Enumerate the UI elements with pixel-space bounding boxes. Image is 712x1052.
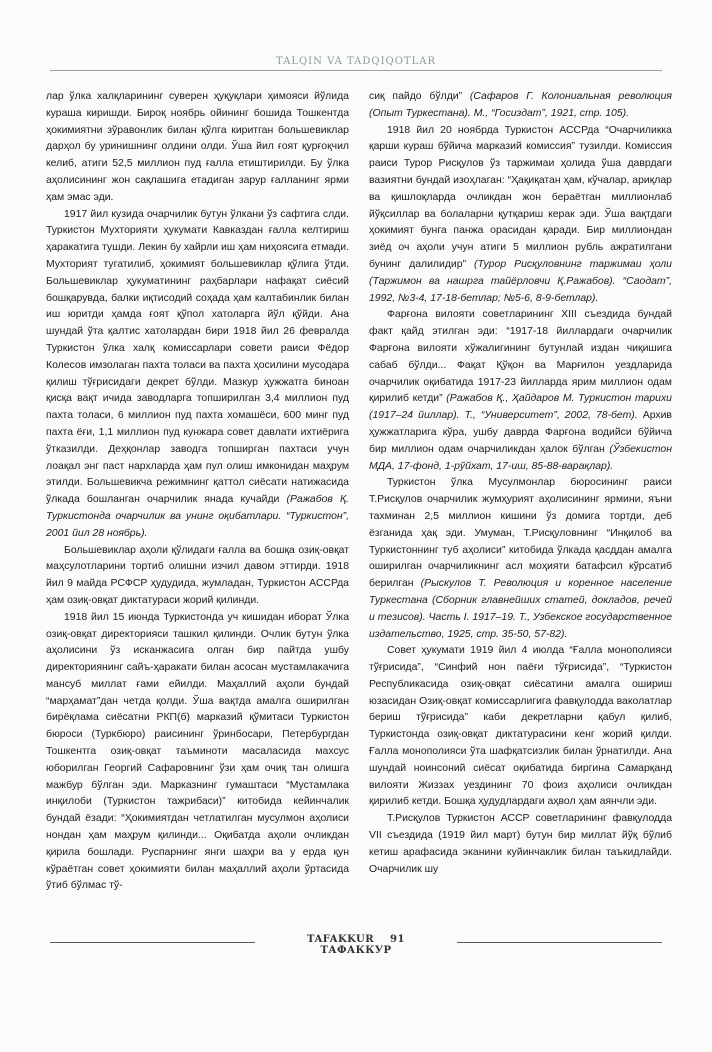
paragraph: Туркистон ўлка Мусулмонлар бюросининг раиси Т.Рисқулов очарчилик жумҳурият аҳолисининг ярмини, яъни тахминан 2,5 миллион кишини ўз домига тортди, деб ёзганида ҳақ эди. Умуман, Т.Рисқуловнинг “Инқилоб ва Туркистоннинг туб аҳолиси” китобида ўлкада қасддан амалга оширилган очарчиликнинг асл моҳияти батафсил кўрсатиб берилган (Рыскулов Т. Революция и коренное население Туркестана (Сборник главнейших статей, докладов, речей и тезисов). Часть I. 1917–19. Т., Узбекское государственное издательство, 1925, стр. 35-50, 57-82). xyxy=(369,477,672,640)
paragraph: Большевиклар аҳоли қўлидаги ғалла ва бошқа озиқ-овқат маҳсулотларини тортиб олишни изчил давом эттирди. 1918 йил 9 майда РСФСР ҳудудида, жумладан, Туркистон АССРда ҳам озиқ-овқат диктатураси жорий қилинди. xyxy=(46,544,349,606)
paragraph: Фарғона вилояти советларининг XIII съездида бундай факт қайд этилган эди: “1917-18 йиллардаги очарчилик Фарғона вилояти хўжалигининг бутунлай издан чиқишига сабаб бўлди... Фақат Қўқон ва Марғилон уездларида очарчилик оқибатида 1917-23 йилларда ярим миллион одам қирилиб кетди” (Ражабов Қ., Ҳайдаров М. Туркистон тарихи (1917–24 йиллар). Т., “Университет”, 2002, 78-бет). Архив ҳужжатларига кўра, ушбу даврда Фарғона водийси бўйича бир миллион одам очарчиликдан ҳалок бўлган (Ўзбекистон МДА, 17-фонд, 1-рўйхат, 17-иш, 85-88-варақлар). xyxy=(369,309,672,472)
footer-rule-left xyxy=(50,942,255,943)
header-rule xyxy=(50,70,662,71)
citation: (Ражабов Қ., Ҳайдаров М. Туркистон тарихи (1917–24 йиллар). Т., “Университет”, 2002, 78-бет). xyxy=(369,393,672,422)
paragraph: 1917 йил кузида очарчилик бутун ўлкани ўз сафтига слди. Туркистон Мухторияти ҳукумати Кавказдан ғалла келтириш ҳаракатига тушди. Лекин бу хайрли иш ҳам ниҳоясига етмади. Мухторият тугатилиб, ҳокимият большевиклар қўлига ўтди. Большевиклар ҳукуматининг раҳбарлари нафақат сиёсий бошқарувда, балки иқтисодий соҳада ҳам калтабинлик билан иш юритди ҳамда ғоят қўпол хатоларга йўл қўйди. Ана шундай ўта қалтис хатолардан бири 1918 йил 26 февралда Туркистон ўлка халқ комиссарлари совети раиси Фёдор Колесов имзолаган пахта толаси ва пахта ҳосилини мусодара қилиш тўғрисидаги декрет бўлди. Мазкур ҳужжатга биноан қисқа вақт ичида заводларга топширилган 3,4 миллион пуд пахта толаси, 6 миллион пуд пахта хомашёси, 600 минг пуд пахта ёғи, 1,1 миллион пуд кунжара совет давлати ихтиёрига ўтказилди. Деҳқонлар заводга топширган пахтаси учун лоақал энг паст нархларда ҳам пул олиш имконидан маҳрум этилди. Большевикча режимнинг қаттол сиёсати натижасида ўлкада бошланган очарчилик янада кучайди (Ражабов Қ. Туркистонда очарчилик ва унинг оқибатлари. “Туркистон”, 2001 йил 28 ноябрь). xyxy=(46,208,349,539)
article-body xyxy=(46,89,672,919)
citation: (Сафаров Г. Колониальная революция (Опыт Туркестана). М., “Госиздат”, 1921, стр. 105). xyxy=(369,91,672,119)
footer-journal-latin: TAFAKKUR xyxy=(307,934,375,945)
citation: (Турор Рисқуловнинг таржимаи ҳоли (Таржимон ва нашрга тайёрловчи Қ.Ражабов). “Саодат”, 1992, №3-4, 17-18-бетлар; №5-6, 8-9-бетлар). xyxy=(369,258,672,304)
footer-rule-right xyxy=(457,942,662,943)
paragraph: сиқ пайдо бўлди” (Сафаров Г. Колониальная революция (Опыт Туркестана). М., “Госиздат”, 1921, стр. 105). xyxy=(369,91,672,119)
paragraph: 1918 йил 20 ноябрда Туркистон АССРда “Очарчиликка қарши кураш бўйича марказий комиссия” тузилди. Комиссия раиси Турор Рисқулов ўз таржимаи ҳолида ўша даврдаги вазиятни бундай изоҳлаган: “Ҳақиқатан ҳам, кўчалар, ариқлар ва қишлоқларда очликдан жон бераётган миллионлаб йўқсиллар ва болаларни қутқариш керак эди. Ўша вақтдаги ҳокимият бунга панжа орасидан қаради. Бир миллиондан зиёд оч аҳоли учун атиги 5 миллион рубль ажратилгани бунинг далилидир” (Турор Рисқуловнинг таржимаи ҳоли (Таржимон ва нашрга тайёрловчи Қ.Ражабов). “Саодат”, 1992, №3-4, 17-18-бетлар; №5-6, 8-9-бетлар). xyxy=(369,124,672,304)
footer-journal-cyrillic: ТАФАККУР xyxy=(320,945,392,956)
paragraph: Т.Рисқулов Туркистон АССР советларининг фавқулодда VII съездида (1919 йил март) бутун бир миллат йўқ бўлиб кетиш арафасида эканини куйинчаклик билан таъкидлайди. Очарчилик шу xyxy=(369,813,672,875)
left-column xyxy=(46,89,349,919)
footer-text xyxy=(262,934,450,956)
paragraph: 1918 йил 15 июнда Туркистонда уч кишидан иборат Ўлка озиқ-овқат директорияси ташкил қилинди. Очлик бутун ўлка аҳолисини ўз исканжасига олган бир пайтда ушбу директориянинг сайъ-ҳаракати билан асосан мустамлакачига мансуб миллат ғами ейилди. Маҳаллий аҳоли бундай “марҳамат”дан четда қолди. Ўша вақтда амалга оширилган бирёқлама сиёсатни РКП(б) марказий қўмитаси Туркистон бюроси (Туркбюро) раисининг ўринбосари, Петербургдан Тошкентга озиқ-овқат таъминоти масаласида махсус юборилган Георгий Сафаровнинг ўзи ҳам очиқ тан олишга мажбур бўлган эди. Марказнинг гумаштаси “Мустамлака инқилоби (Туркистон тажрибаси)” китобида кейинчалик бундай ёзади: “Ҳокимиятдан четлатилган мусулмон аҳолиси нондан ҳам маҳрум қилинди... Оқибатда аҳоли очликдан қирила бошлади. Руспарнинг янги шаҳри ва у ерда қун кўраётган совет ҳокимияти билан маҳаллий аҳоли ўртасида ўтиб бўлмас тў- xyxy=(46,611,349,892)
right-column xyxy=(369,89,672,919)
running-footer xyxy=(50,934,662,956)
paragraph: лар ўлка халқларининг суверен ҳуқуқлари ҳимояси йўлида кураша киришди. Бироқ ноябрь ойининг бошида Тошкентда ҳокимиятни зўравонлик билан қўлга киритган большевиклар дарҳол бу уринишнинг олдини олди. Ўша йил ғоят қурғоқчил келиб, атиги 52,5 миллион пуд ғалла етиштирилди. Бу ўлка аҳолисининг жон сақлашига етадиган зарур ғалланинг ярми ҳам эмас эди. xyxy=(46,91,349,203)
citation: (Ўзбекистон МДА, 17-фонд, 1-рўйхат, 17-иш, 85-88-варақлар). xyxy=(369,443,672,472)
citation: (Ражабов Қ. Туркистонда очарчилик ва унинг оқибатлари. “Туркистон”, 2001 йил 28 ноябрь). xyxy=(46,494,349,539)
paragraph: Совет ҳукумати 1919 йил 4 июлда “Ғалла монополияси тўғрисида”, “Синфий нон паёғи тўғрисида”, “Туркистон Республикасида озиқ-овқат сиёсатини амалга ошириш юзасидан Озиқ-овқат комиссарлигига фавқулодда ваколатлар бериш тўғрисида” каби декретларни қабул қилиб, Туркистонда озиқ-овқат диктатурасини кенг жорий қилди. Ғалла монополияси ўта шафқатсизлик билан ўрнатилди. Ана шундай ноинсоний сиёсат оқибатида биргина Самарқанд вилояти Жиззах уездининг 70 фоиз аҳолиси очликдан қирилиб кетди. Бошқа ҳудудлардаги аҳвол ҳам аянчли эди. xyxy=(369,645,672,808)
running-header xyxy=(50,52,662,72)
citation: (Рыскулов Т. Революция и коренное население Туркестана (Сборник главнейших статей, докладов, речей и тезисов). Часть I. 1917–19. Т., Узбекское государственное издательство, 1925, стр. 35-50, 57-82). xyxy=(369,578,672,640)
page-number: 91 xyxy=(390,934,405,945)
header-title: TALQIN VA TADQIQOTLAR xyxy=(276,56,436,67)
